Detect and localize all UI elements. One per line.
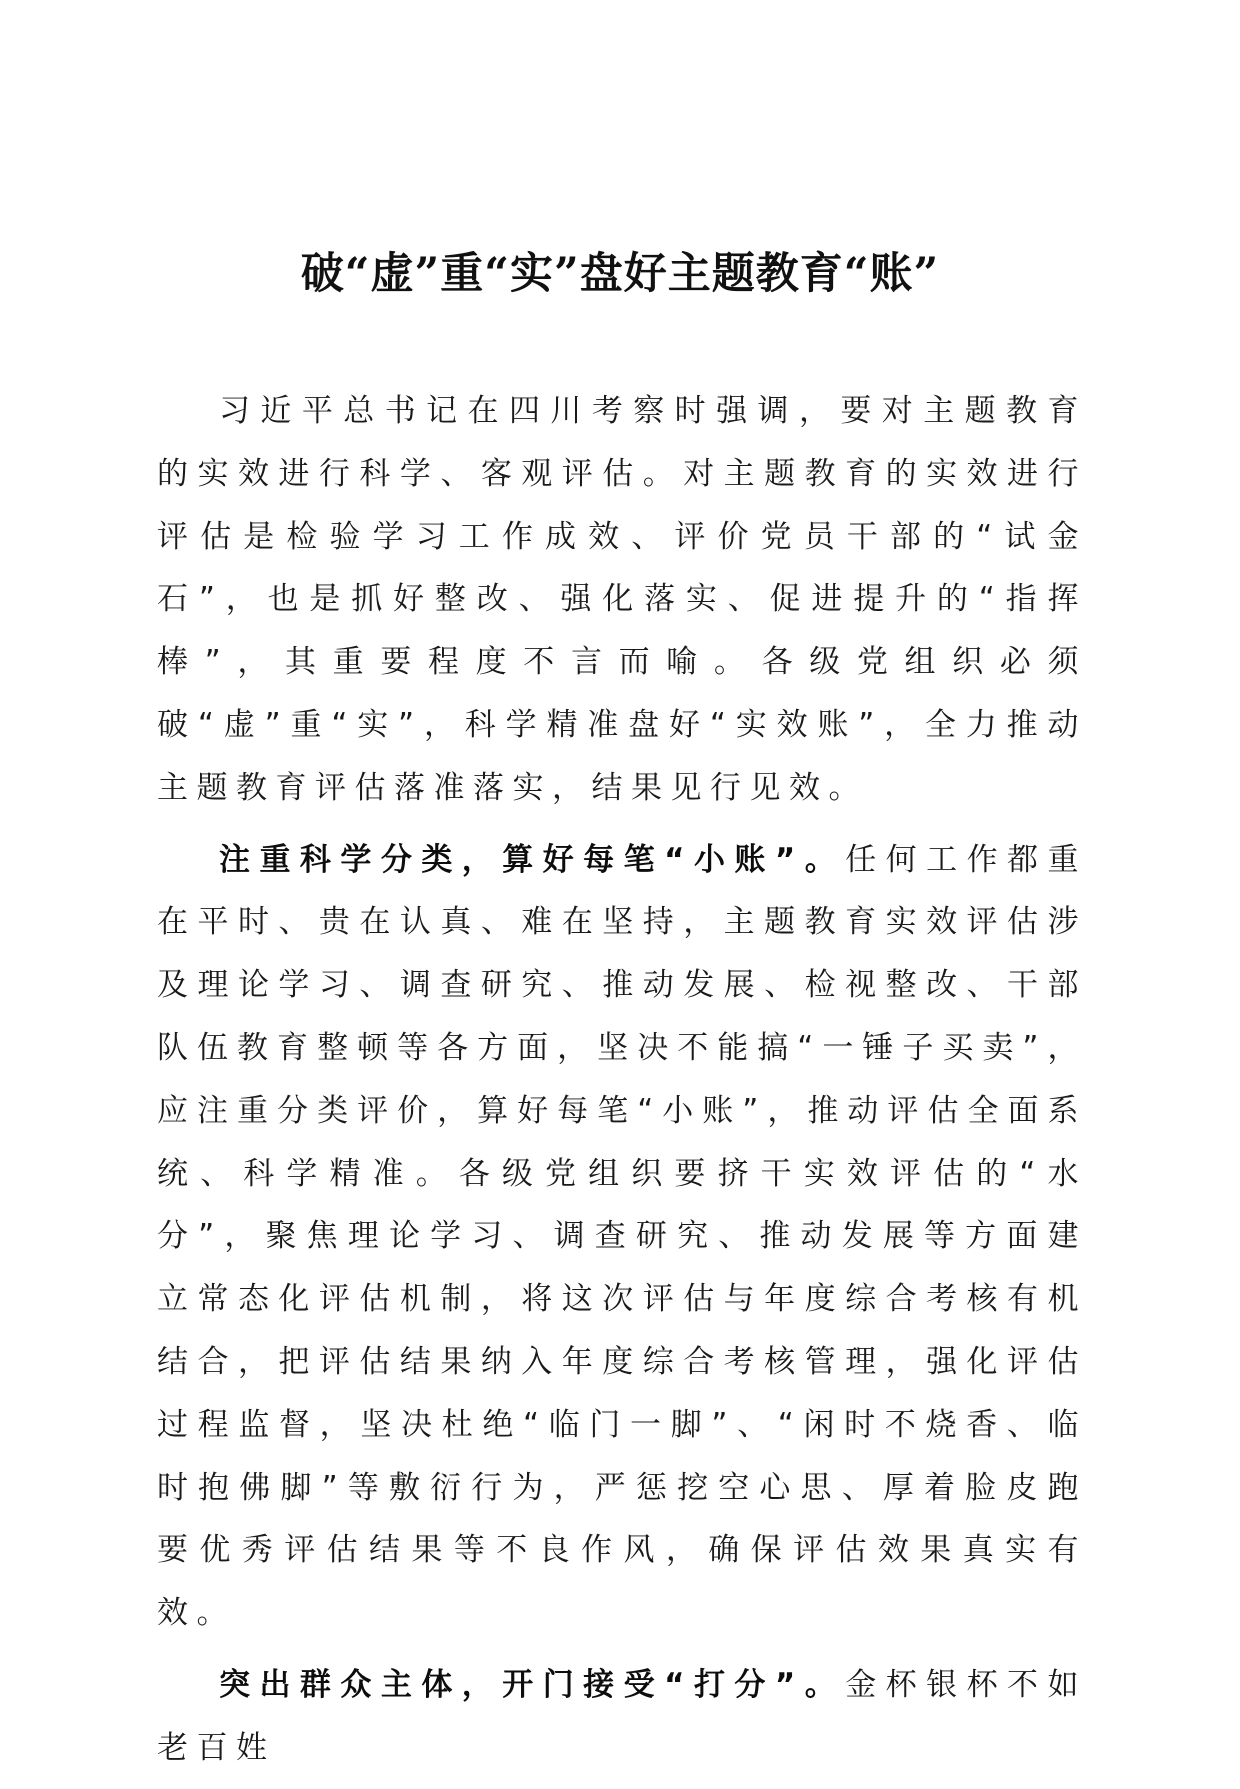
document-body [157, 380, 1087, 1789]
paragraph-lead: 注重科学分类，算好每笔“小账”。 [219, 841, 846, 878]
paragraph-lead: 突出群众主体，开门接受“打分”。 [219, 1666, 846, 1703]
paragraph-text: 金杯银杯不如老百姓 [157, 1666, 1088, 1766]
paragraph-mass-participation [157, 1654, 1087, 1780]
paragraph-text: 任何工作都重在平时、贵在认真、难在坚持，主题教育实效评估涉及理论学习、调查研究、推动发展、检视整改、干部队伍教育整顿等各方面，坚决不能搞“一锤子买卖”，应注重分类评价，算好每笔“小账”，推动评估全面系统、科学精准。各级党组织要挤干实效评估的“水分”，聚焦理论学习、调查研究、推动发展等方面建立常态化评估机制，将这次评估与年度综合考核有机结合，把评估结果纳入年度综合考核管理，强化评估过程监督，坚决杜绝“临门一脚”、“闲时不烧香、临时抱佛脚”等敷衍行为，严惩挖空心思、厚着脸皮跑要优秀评估结果等不良作风，确保评估效果真实有效。 [157, 841, 1088, 1632]
paragraph-scientific-classification [157, 829, 1087, 1645]
paragraph-intro [157, 380, 1087, 820]
document-title: 破“虚”重“实”盘好主题教育“账” [300, 249, 940, 299]
paragraph-text: 习近平总书记在四川考察时强调，要对主题教育的实效进行科学、客观评估。对主题教育的实效进行评估是检验学习工作成效、评价党员干部的“试金石”，也是抓好整改、强化落实、促进提升的“指挥棒”，其重要程度不言而喻。各级党组织必须破“虚”重“实”，科学精准盘好“实效账”，全力推动主题教育评估落准落实，结果见行见效。 [157, 393, 1087, 806]
